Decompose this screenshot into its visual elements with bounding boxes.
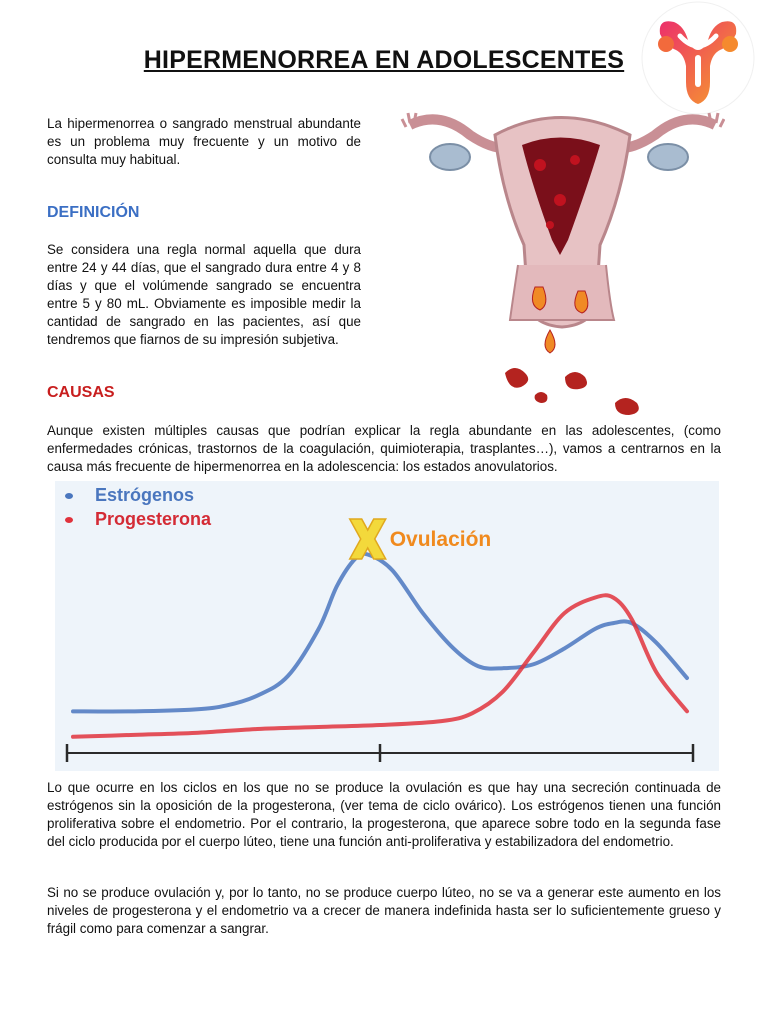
intro-paragraph: La hipermenorrea o sangrado menstrual abundante es un problema muy frecuente y un motivo de consulta muy habitual. <box>47 116 361 167</box>
chart-plot <box>55 481 719 771</box>
legend-label-estrogenos: Estrógenos <box>95 485 195 505</box>
explicacion-paragraph-1: Lo que ocurre en los ciclos en los que no se produce la ovulación es que hay una secreción continuada de estrógenos sin la oposición de la progesterona, (ver tema de ciclo ovárico). Los estrógenos tienen una función proliferativa sobre el endometrio. Por el contrario, la progesterona, que aparece sobre todo en la segunda fase del ciclo producida por el cuerpo lúteo, tiene una función anti-proliferativa y estabilizadora del endometrio. <box>47 780 721 849</box>
uterus-logo-icon <box>640 0 756 116</box>
causas-paragraph: Aunque existen múltiples causas que podrían explicar la regla abundante en las adolescentes, (como enfermedades crónicas, trastornos de la coagulación, quimioterapia, trasplantes…), vamos a centrarnos en la causa más frecuente de hipermenorrea en la adolescencia: los estados anovulatorios. <box>47 423 721 474</box>
series-line-estrogenos <box>73 554 687 712</box>
series-line-progesterona <box>73 595 687 737</box>
section-heading-causas: CAUSAS <box>47 384 115 401</box>
hormone-chart <box>55 481 719 771</box>
ovulation-label: Ovulación <box>389 528 492 551</box>
definicion-paragraph: Se considera una regla normal aquella que dura entre 24 y 44 días, que el sangrado dura entre 4 y 8 días y que el volúmende sangrado se encuentra entre 5 y 80 mL. Obviamente es imposible medir la cantidad de sangrado en las pacientes, así que tendremos que fiarnos de su impresión subjetiva. <box>47 242 361 347</box>
page-title: HIPERMENORREA EN ADOLESCENTES <box>143 46 625 74</box>
legend-label-progesterona: Progesterona <box>95 509 212 529</box>
uterus-illustration-icon <box>400 105 725 420</box>
section-heading-definicion: DEFINICIÓN <box>47 204 140 221</box>
explicacion-paragraph-2: Si no se produce ovulación y, por lo tanto, no se produce cuerpo lúteo, no se va a generar este aumento en los niveles de progesterona y el endometrio va a crecer de manera indefinida hasta ser lo suficientemente grueso y frágil como para comenzar a sangrar. <box>47 885 721 936</box>
